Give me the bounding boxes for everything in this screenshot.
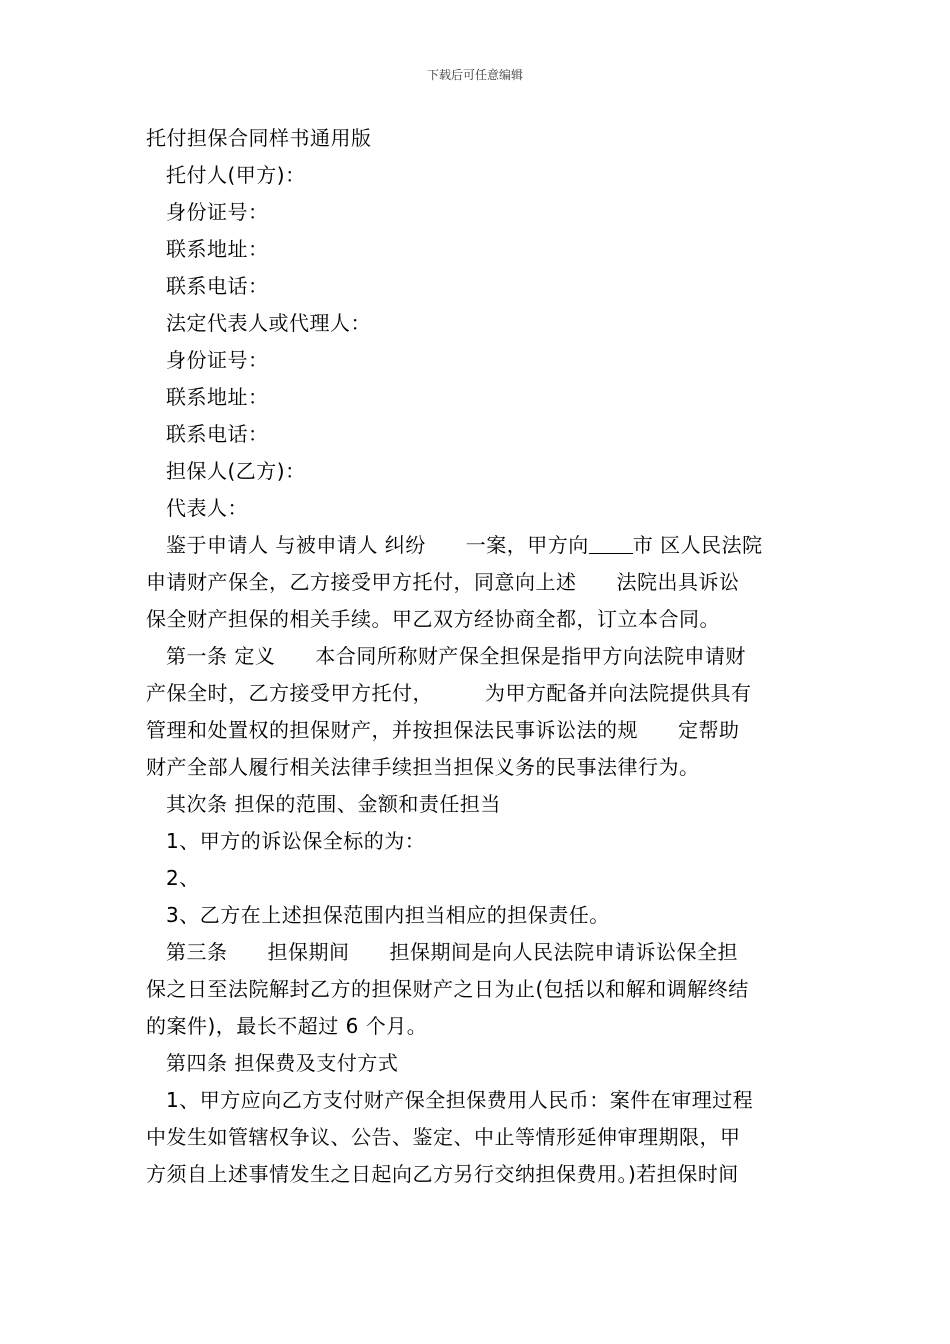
article-1-line-2 xyxy=(146,675,808,712)
guarantor-label: 担保人(乙方)： xyxy=(166,459,306,483)
document-title: 托付担保合同样书通用版 xyxy=(146,126,372,150)
article-3-heading: 第三条 xyxy=(166,940,228,964)
article-4-line-2: 中发生如管辖权争议、公告、鉴定、中止等情形延伸审理期限，甲 xyxy=(146,1125,741,1149)
rep-phone-label: 联系电话： xyxy=(166,422,269,446)
recital-line-2 xyxy=(146,564,808,601)
article-1-line-4: 财产全部人履行相关法律手续担当担保义务的民事法律行为。 xyxy=(146,755,700,779)
rep-address-label: 联系地址： xyxy=(166,385,269,409)
article-1-heading: 第一条 定义 xyxy=(166,644,276,668)
client-id-label: 身份证号： xyxy=(166,200,269,224)
document-body xyxy=(146,120,808,1193)
rep-id-label: 身份证号： xyxy=(166,348,269,372)
client-address-label: 联系地址： xyxy=(166,237,269,261)
client-phone-label: 联系电话： xyxy=(166,274,269,298)
article-4-line-1: 1、甲方应向乙方支付财产保全担保费用人民币：案件在审理过程 xyxy=(166,1088,754,1112)
blank-underline xyxy=(589,533,633,554)
legal-rep-label: 法定代表人或代理人： xyxy=(166,311,371,335)
recital-text-a: 鉴于申请人 与被申请人 纠纷 xyxy=(166,533,426,557)
recital-text-d: 申请财产保全，乙方接受甲方托付，同意向上述 xyxy=(146,570,577,594)
article-3-line-2: 保之日至法院解封乙方的担保财产之日为止(包括以和解和调解终结 xyxy=(146,977,749,1001)
recital-text-c: 市 区人民法院 xyxy=(632,533,763,557)
recital-line-3: 保全财产担保的相关手续。甲乙双方经协商全都，订立本合同。 xyxy=(146,607,720,631)
article-3-line-3: 的案件)，最长不超过 6 个月。 xyxy=(146,1014,428,1038)
article-1-text-e: 定帮助 xyxy=(678,718,740,742)
article-3-subheading: 担保期间 xyxy=(267,940,350,964)
article-4-heading: 第四条 担保费及支付方式 xyxy=(166,1051,399,1075)
article-1-text-d: 管理和处置权的担保财产，并按担保法民事诉讼法的规 xyxy=(146,718,638,742)
article-1-line-3 xyxy=(146,712,808,749)
article-2-item-1: 1、甲方的诉讼保全标的为： xyxy=(166,829,426,853)
article-2-heading: 其次条 担保的范围、金额和责任担当 xyxy=(166,792,501,816)
article-1-text-c: 为甲方配备并向法院提供具有 xyxy=(485,681,752,705)
client-label: 托付人(甲方)： xyxy=(166,163,306,187)
article-2-item-2: 2、 xyxy=(166,866,200,890)
article-1-text-b: 产保全时，乙方接受甲方托付， xyxy=(146,681,433,705)
recital-text-b: 一案，甲方向 xyxy=(465,533,589,557)
article-4-line-3: 方须自上述事情发生之日起向乙方另行交纳担保费用。)若担保时间 xyxy=(146,1162,739,1186)
article-3-line-1 xyxy=(146,934,808,971)
page-header-note: 下载后可任意编辑 xyxy=(426,68,523,82)
article-3-text-a: 担保期间是向人民法院申请诉讼保全担 xyxy=(389,940,738,964)
article-1-text-a: 本合同所称财产保全担保是指甲方向法院申请财 xyxy=(315,644,746,668)
article-2-item-3: 3、乙方在上述担保范围内担当相应的担保责任。 xyxy=(166,903,610,927)
recital-text-e: 法院出具诉讼 xyxy=(616,570,740,594)
recital-line-1 xyxy=(146,527,808,564)
representative-label: 代表人： xyxy=(166,496,248,520)
article-1-line-1 xyxy=(146,638,808,675)
